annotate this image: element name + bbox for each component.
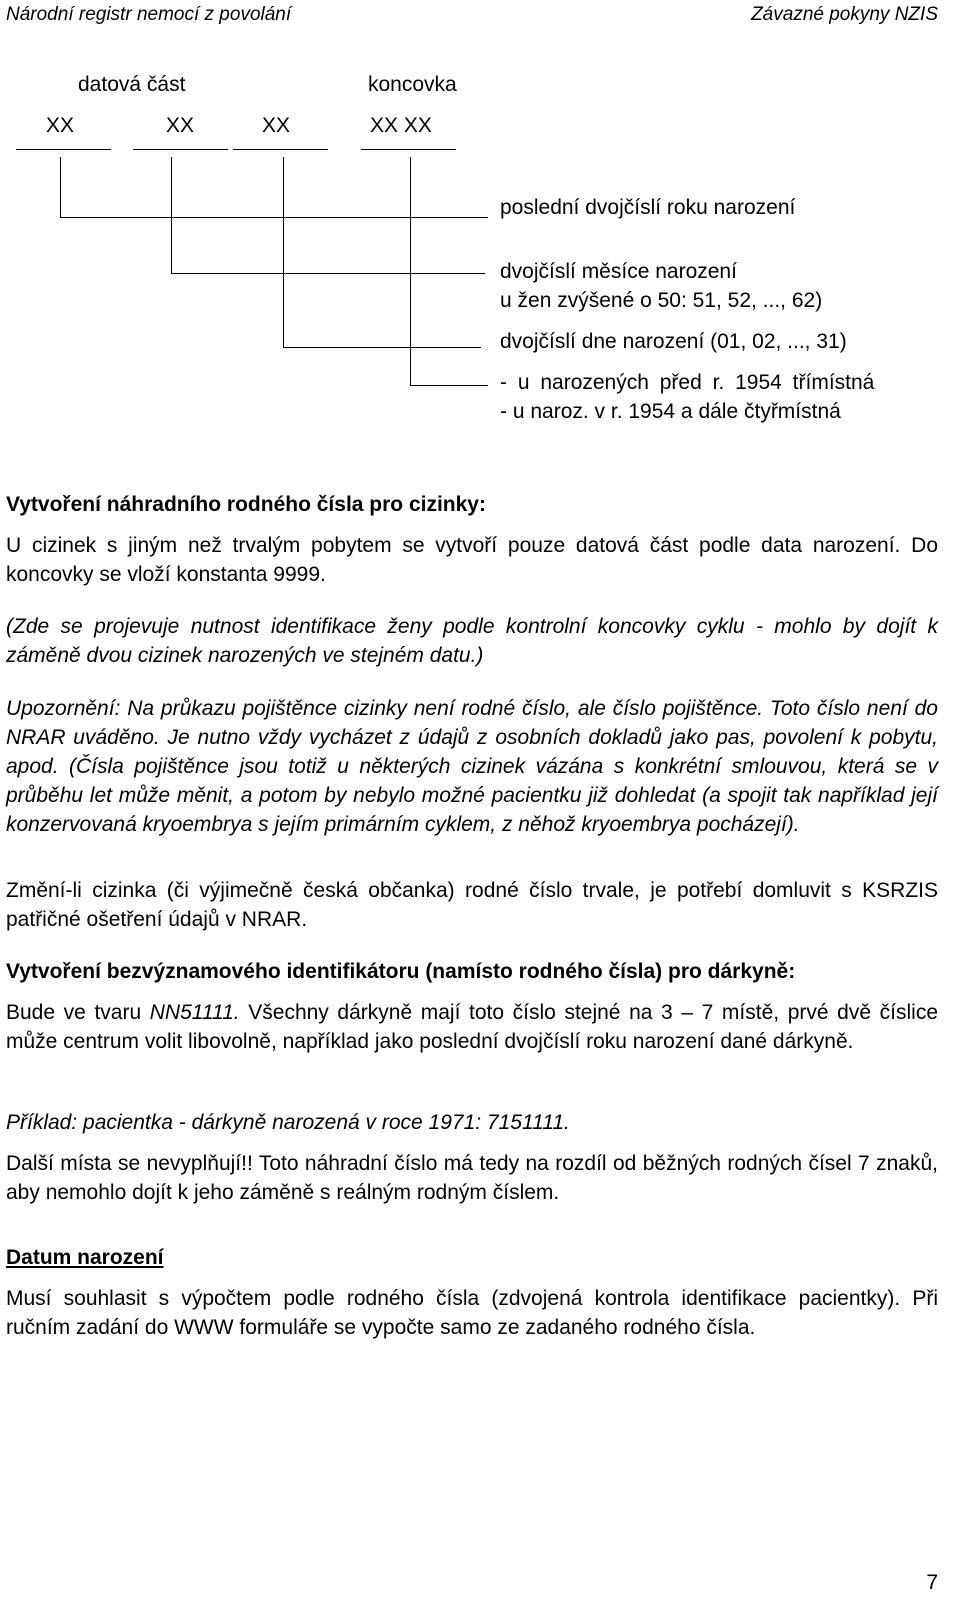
paragraph-warning-insurance-number: Upozornění: Na průkazu pojištěnce cizinky není rodné číslo, ale číslo pojištěnce. Toto číslo není do NRAR uváděno. Je nutno vždy vycházet z údajů z osobních dokladů jako pas, povolení k pobytu, apod. (Čísla pojištěnce jsou totiž u některých cizinek vázána s konkrétní smlouvou, která se v průběhu let může měnit, a potom by nebylo možné pacientku již dohledat (a spojit tak například její konzervovaná kryoembrya s jejím primárním cyklem, z něhož kryoembrya pocházejí). — [6, 697, 938, 836]
connector-suffix-v — [410, 157, 411, 385]
underline-month — [133, 149, 228, 150]
label-suffix: koncovka — [368, 73, 457, 96]
connector-suffix-h — [410, 385, 488, 386]
connector-day-h — [283, 347, 481, 348]
connector-month-v — [171, 157, 172, 273]
page-number: 7 — [926, 1571, 938, 1594]
connector-year-v — [60, 157, 61, 217]
desc-month-line1: dvojčíslí měsíce narození — [500, 260, 737, 283]
paragraph-permanent-change: Změní-li cizinka (či výjimečně česká občanka) rodné číslo trvale, je potřebí domluvit s KSRZIS patřičné ošetření údajů v NRAR. — [6, 879, 938, 931]
group-day: XX — [262, 114, 291, 137]
heading-birth-date: Datum narození — [6, 1246, 164, 1269]
paragraph-donor-format — [6, 998, 938, 1056]
label-data-part: datová část — [78, 73, 186, 96]
desc-month-line2: u žen zvýšené o 50: 51, 52, ..., 62) — [500, 289, 823, 312]
underline-suffix — [361, 149, 456, 150]
paragraph-birth-date-check: Musí souhlasit s výpočtem podle rodného čísla (zdvojená kontrola identifikace pacientky). Při ručním zadání do WWW formuláře se vypočte samo ze zadaného rodného čísla. — [6, 1287, 938, 1339]
heading-donor-identifier: Vytvoření bezvýznamového identifikátoru (namísto rodného čísla) pro dárkyně: — [6, 960, 796, 983]
underline-year — [16, 149, 111, 150]
desc-suffix-line1: - u narozených před r. 1954 třímístná — [500, 371, 875, 394]
desc-day: dvojčíslí dne narození (01, 02, ..., 31) — [500, 330, 847, 353]
header-left: Národní registr nemocí z povolání — [6, 4, 292, 25]
paragraph-donor-example: Příklad: pacientka - dárkyně narozená v roce 1971: 7151111. — [6, 1111, 570, 1134]
group-month: XX — [166, 114, 195, 137]
group-suffix: XX XX — [370, 114, 432, 137]
desc-year: poslední dvojčíslí roku narození — [500, 196, 796, 219]
paragraph-foreigner-constant: U cizinek s jiným než trvalým pobytem se vytvoří pouze datová část podle data narození. Do koncovky se vloží konstanta 9999. — [6, 534, 938, 586]
connector-month-h — [171, 273, 485, 274]
group-year: XX — [46, 114, 75, 137]
heading-foreigner-substitute-number: Vytvoření náhradního rodného čísla pro cizinky: — [6, 493, 486, 516]
connector-day-v — [283, 157, 284, 347]
paragraph-donor-length: Další místa se nevyplňují!! Toto náhradní číslo má tedy na rozdíl od běžných rodných čísel 7 znaků, aby nemohlo dojít k jeho záměně s reálným rodným číslem. — [6, 1152, 938, 1204]
donor-format-code: NN51111. — [149, 1001, 240, 1024]
donor-format-rest: Všechny dárkyně mají toto číslo stejné na 3 – 7 místě, prvé dvě číslice může centrum volit libovolně, například jako poslední dvojčíslí roku narození dané dárkyně. — [6, 1001, 938, 1053]
connector-year-h — [60, 217, 488, 218]
underline-day — [233, 149, 328, 150]
paragraph-identification-note: (Zde se projevuje nutnost identifikace ženy podle kontrolní koncovky cyklu - mohlo by dojít k záměně dvou cizinek narozených ve stejném datu.) — [6, 615, 938, 667]
desc-suffix-line2: - u naroz. v r. 1954 a dále čtyřmístná — [500, 400, 841, 423]
header-right: Závazné pokyny NZIS — [751, 4, 938, 25]
donor-format-intro: Bude ve tvaru — [6, 1001, 150, 1024]
